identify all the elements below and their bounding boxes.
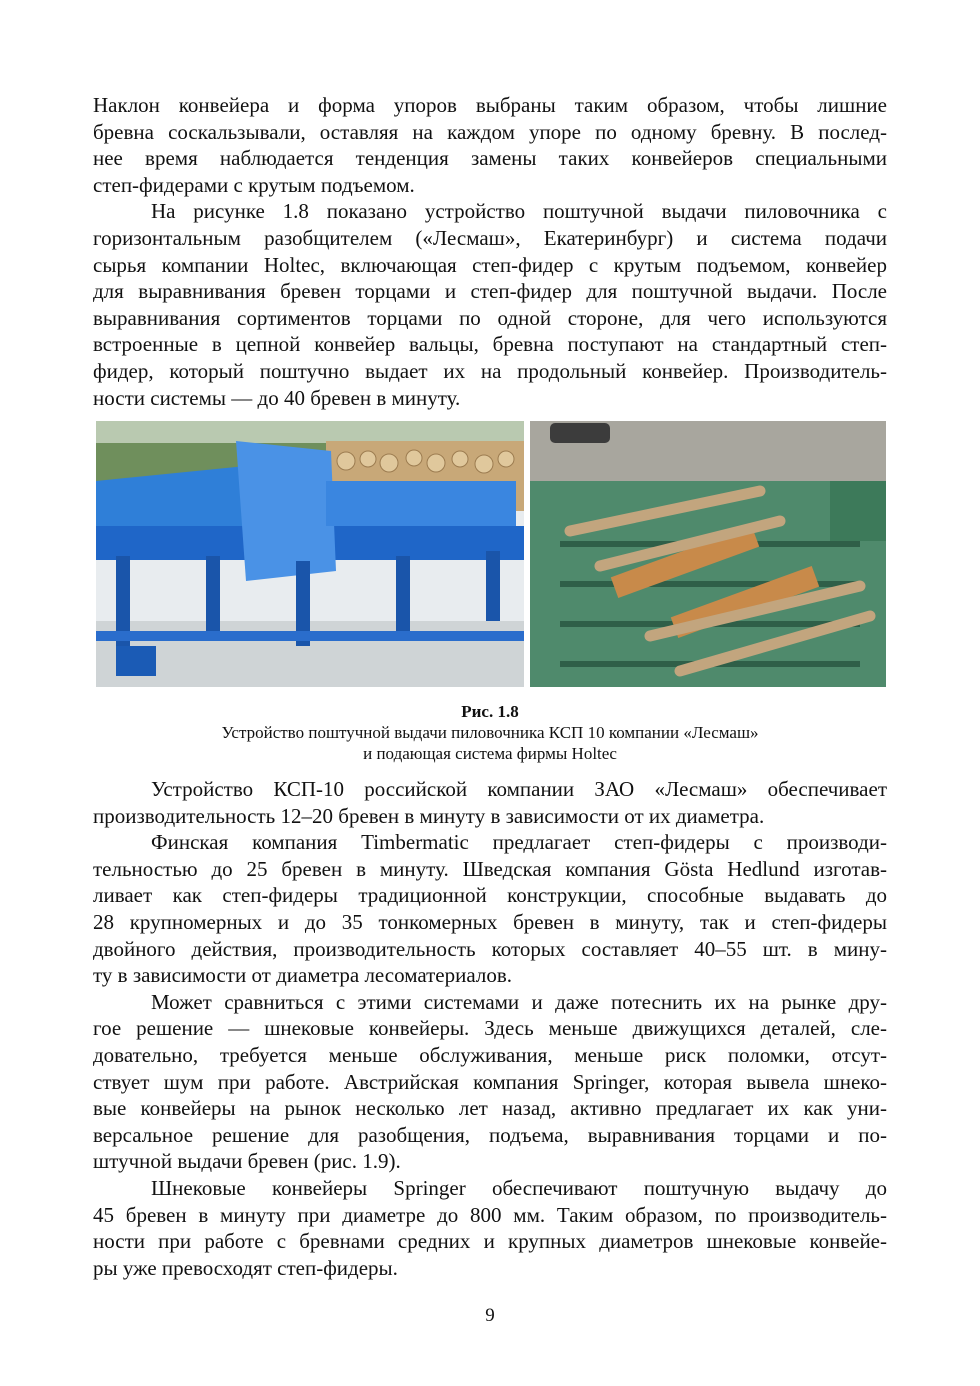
text-block-top <box>93 92 887 411</box>
text-line: горизонтальным разобщителем («Лесмаш», Екатеринбург) и система подачи <box>93 225 887 250</box>
text-line: Шнековые конвейеры Springer обеспечивают поштучную выдачу до <box>151 1175 887 1200</box>
text-line: ры уже превосходят степ-фидеры. <box>93 1255 398 1280</box>
text-line: ности при работе с бревнами средних и крупных диаметров шнековые конвейе- <box>93 1229 887 1254</box>
text-line: ности системы — до 40 бревен в минуту. <box>93 385 461 410</box>
text-line: ту в зависимости от диаметра лесоматериалов. <box>93 963 513 988</box>
text-line: Наклон конвейера и форма упоров выбраны таким образом, чтобы лишние <box>93 93 887 117</box>
photo-lesmash-feeder <box>96 421 524 687</box>
text-line: Финская компания Timbermatic предлагает степ-фидеры с производи- <box>151 830 887 855</box>
text-line: штучной выдачи бревен (рис. 1.9). <box>93 1149 401 1174</box>
text-line: довательно, требуется меньше обслуживания, меньше риск поломки, отсут- <box>93 1042 887 1067</box>
text-line: производительность 12–20 бревен в минуту в зависимости от их диаметра. <box>93 803 765 828</box>
text-block-bottom <box>93 776 887 1281</box>
figure-1-8 <box>96 421 886 687</box>
text-line: Может сравниться с этими системами и даже потеснить их на рынке дру- <box>151 989 887 1014</box>
text-line: выравнивания сортиментов торцами по одной стороне, для чего используются <box>93 305 887 330</box>
paragraph-2 <box>93 198 887 411</box>
paragraph-5 <box>93 989 887 1175</box>
paragraph-3 <box>93 776 887 829</box>
figure-label: Рис. 1.8 <box>461 702 519 721</box>
text-line: На рисунке 1.8 показано устройство поштучной выдачи пиловочника с <box>151 199 887 224</box>
page-number: 9 <box>485 1305 495 1326</box>
figure-caption-line-2: и подающая система фирмы Holtec <box>363 744 617 763</box>
text-line: сырья компании Holtec, включающая степ-фидер с крутым подъемом, конвейер <box>93 252 887 277</box>
text-line: встроенные в цепной конвейер вальцы, бревна поступают на стандартный степ- <box>93 332 887 357</box>
text-line: для выравнивания бревен торцами и степ-фидер для поштучной выдачи. После <box>93 279 887 304</box>
text-line: вые конвейеры на рынок несколько лет назад, активно предлагает их как уни- <box>93 1096 887 1121</box>
text-line: бревна соскальзывали, оставляя на каждом упоре по одному бревну. В послед- <box>93 119 887 144</box>
paragraph-1 <box>93 92 887 198</box>
text-line: версальное решение для разобщения, подъема, выравнивания торцами и по- <box>93 1122 887 1147</box>
text-line: Устройство КСП-10 российской компании ЗАО «Лесмаш» обеспечивает <box>151 777 887 801</box>
text-line: ливает как степ-фидеры традиционной конструкции, способные выдавать до <box>93 883 887 908</box>
paragraph-6 <box>93 1175 887 1281</box>
text-line: нее время наблюдается тенденция замены таких конвейеров специальными <box>93 146 887 171</box>
text-line: двойного действия, производительность которых составляет 40–55 шт. в мину- <box>93 936 887 961</box>
figure-caption-line-1: Устройство поштучной выдачи пиловочника КСП 10 компании «Лесмаш» <box>221 723 759 742</box>
text-line: 45 бревен в минуту при диаметре до 800 мм. Таким образом, по производитель- <box>93 1202 887 1227</box>
paragraph-4 <box>93 829 887 989</box>
text-line: степ-фидерами с крутым подъемом. <box>93 172 415 197</box>
text-line: 28 крупномерных и до 35 тонкомерных бревен в минуту, так и степ-фидеры <box>93 909 887 934</box>
text-line: ствует шум при работе. Австрийская компания Springer, которая вывела шнеко- <box>93 1069 887 1094</box>
text-line: тельностью до 25 бревен в минуту. Шведская компания Gösta Hedlund изготав- <box>93 856 887 881</box>
text-line: фидер, который поштучно выдает их на продольный конвейер. Производитель- <box>93 358 887 383</box>
photo-holtec-system <box>530 421 886 687</box>
text-line: гое решение — шнековые конвейеры. Здесь меньше движущихся деталей, сле- <box>93 1016 887 1041</box>
